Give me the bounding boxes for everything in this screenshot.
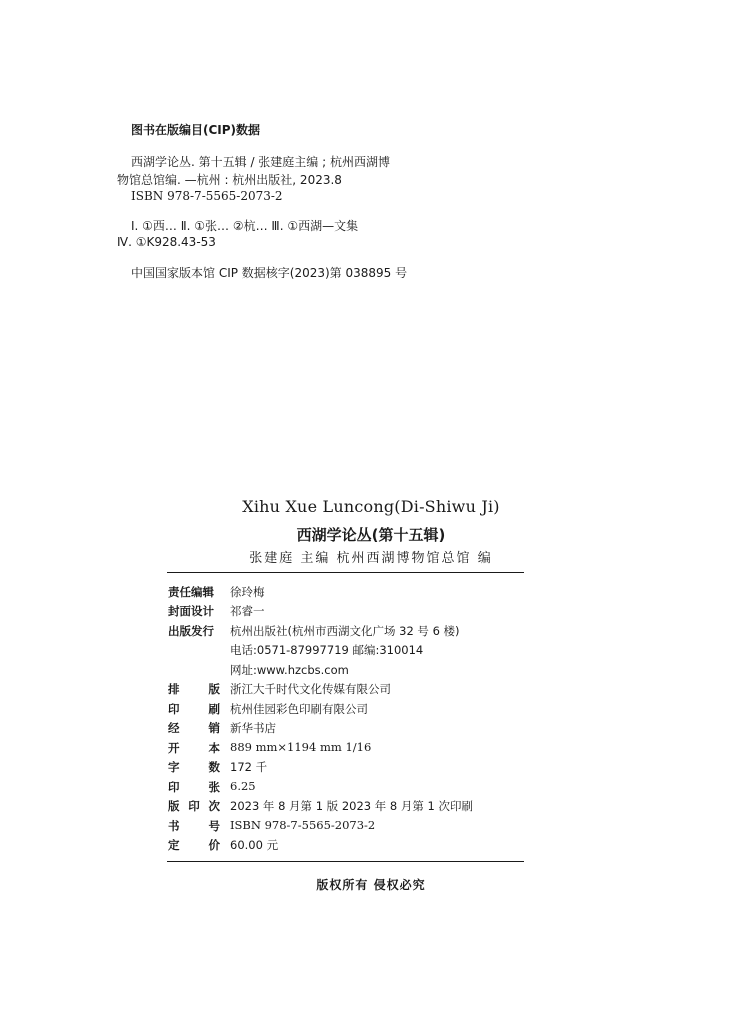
colophon-value-distribution: 新华书店 [230,721,276,735]
title-english: Xihu Xue Luncong(Di-Shiwu Ji) [242,497,500,516]
cip-classification-1: Ⅰ. ①西… Ⅱ. ①张… ②杭… Ⅲ. ①西湖—文集 [131,219,359,233]
copyright-notice: 版权所有 侵权必究 [316,878,426,892]
colophon-label-book-number [168,818,220,834]
colophon-label-format [168,740,220,756]
cip-record-number: 中国国家版本馆 CIP 数据核字(2023)第 038895 号 [131,266,408,280]
colophon-value-typesetting: 浙江大千时代文化传媒有限公司 [230,682,391,696]
colophon-label-word-count [168,759,220,775]
colophon-label-typesetting [168,681,220,697]
label-char: 印 [168,702,180,716]
divider-top [167,572,524,573]
cip-line-1: 西湖学论丛. 第十五辑 / 张建庭主编 ; 杭州西湖博 [131,155,390,169]
label-char: 定 [168,838,180,852]
colophon-label-editor: 责任编辑 [168,585,214,599]
colophon-value-editor: 徐玲梅 [230,585,265,599]
cip-heading: 图书在版编目(CIP)数据 [131,123,261,137]
cip-isbn: ISBN 978-7-5565-2073-2 [131,189,283,203]
label-char: 数 [208,760,220,774]
label-char: 书 [168,819,180,833]
label-char: 本 [208,741,220,755]
colophon-value-publisher: 杭州出版社(杭州市西湖文化广场 32 号 6 楼) [230,624,460,638]
colophon-value-website: 网址:www.hzcbs.com [230,663,349,677]
divider-bottom [167,861,524,862]
label-char: 销 [208,721,220,735]
label-char: 张 [208,780,220,794]
colophon-label-printing [168,701,220,717]
label-char: 开 [168,741,180,755]
editors-line: 张建庭 主编 杭州西湖博物馆总馆 编 [249,551,493,566]
label-char: 版 [208,682,220,696]
colophon-label-cover-design: 封面设计 [168,604,214,618]
colophon-value-price: 60.00 元 [230,838,279,852]
title-chinese: 西湖学论丛(第十五辑) [296,526,446,544]
colophon-value-edition: 2023 年 8 月第 1 版 2023 年 8 月第 1 次印刷 [230,799,474,813]
label-char: 刷 [208,702,220,716]
cip-line-2: 物馆总馆编. —杭州 : 杭州出版社, 2023.8 [117,173,342,187]
colophon-label-edition [168,798,220,814]
label-char: 印 [188,799,200,813]
label-char: 价 [208,838,220,852]
label-char: 号 [208,819,220,833]
colophon-value-printing: 杭州佳园彩色印刷有限公司 [230,702,368,716]
colophon-value-cover-design: 祁睿一 [230,604,265,618]
colophon-value-word-count: 172 千 [230,760,268,774]
label-char: 版 [168,799,180,813]
label-char: 排 [168,682,180,696]
colophon-value-format: 889 mm×1194 mm 1/16 [230,740,372,754]
colophon-label-price [168,837,220,853]
colophon-label-sheets [168,779,220,795]
label-char: 字 [168,760,180,774]
label-char: 经 [168,721,180,735]
colophon-label-distribution [168,720,220,736]
label-char: 次 [208,799,220,813]
colophon-value-contact: 电话:0571-87997719 邮编:310014 [230,643,424,657]
colophon-value-book-number: ISBN 978-7-5565-2073-2 [230,818,376,832]
colophon-label-publisher: 出版发行 [168,624,214,638]
label-char: 印 [168,780,180,794]
colophon-value-sheets: 6.25 [230,779,256,793]
cip-classification-2: Ⅳ. ①K928.43-53 [117,235,216,249]
